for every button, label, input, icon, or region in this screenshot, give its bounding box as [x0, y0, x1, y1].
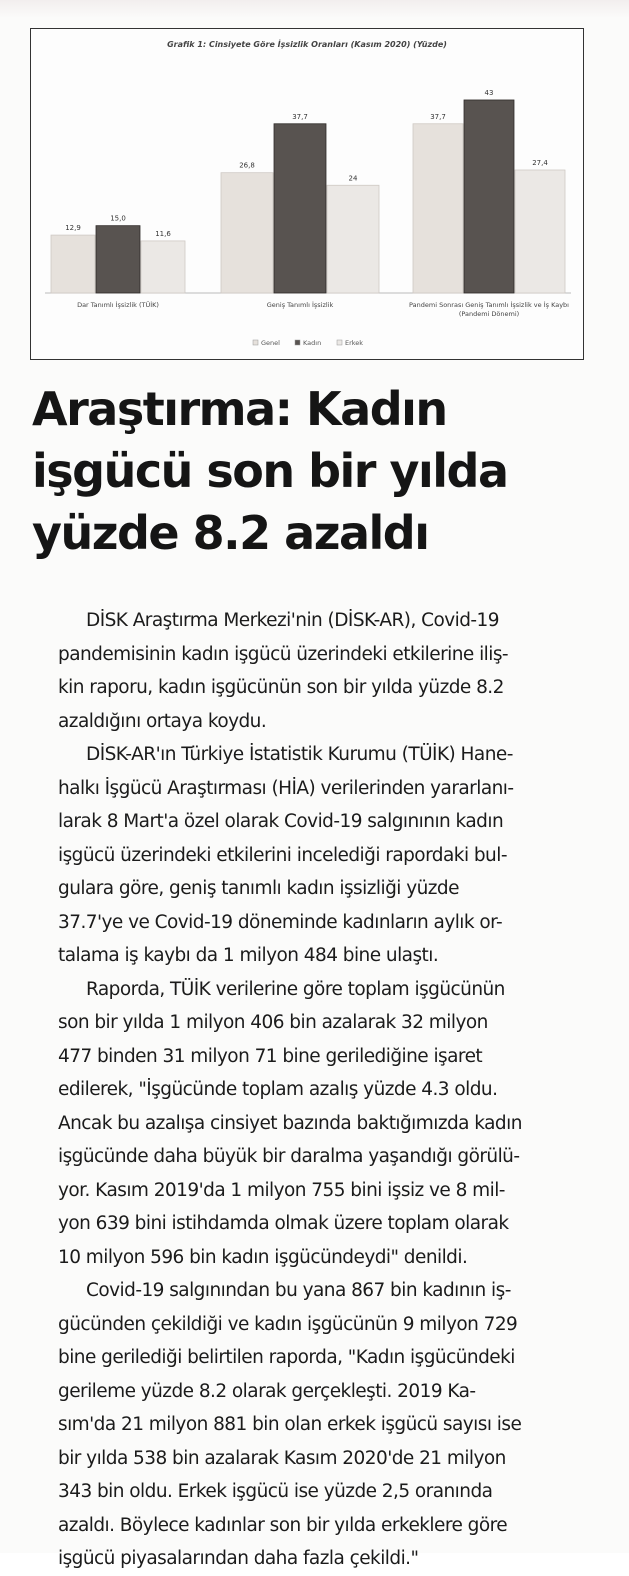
article-line: işgücü piyasalarından daha fazla çekildi.": [58, 1548, 419, 1569]
article-line: azaldı. Böylece kadınlar son bir yılda erkeklere göre: [58, 1514, 508, 1536]
article-line: 343 bin oldu. Erkek işgücü ise yüzde 2,5 oranında: [58, 1481, 493, 1502]
article-line: azaldığını ortaya koydu.: [58, 710, 267, 732]
legend-swatch: [337, 340, 342, 345]
article-line: 477 binden 31 milyon 71 bine gerilediğine işaret: [58, 1045, 483, 1067]
bar-erkek-1: [327, 185, 379, 293]
legend-swatch: [253, 340, 258, 345]
legend-label: Genel: [261, 339, 280, 347]
bar-genel-2: [413, 124, 463, 293]
bar-genel-1: [221, 173, 273, 293]
bar-genel-0: [51, 235, 95, 293]
article-line: DİSK Araştırma Merkezi'nin (DİSK-AR), Covid-19: [86, 610, 499, 631]
article-line: DİSK-AR'ın Türkiye İstatistik Kurumu (TÜİK) Hane-: [86, 744, 513, 765]
article-line: gücünden çekildiği ve kadın işgücünün 9 milyon 729: [58, 1313, 518, 1335]
data-label: 37,7: [292, 112, 308, 121]
article-line: 37.7'ye ve Covid-19 döneminde kadınların aylık or-: [58, 911, 503, 933]
bar-kadın-0: [96, 226, 140, 293]
data-label: 27,4: [532, 159, 548, 168]
category-label: Pandemi Sonrası Geniş Tanımlı İşsizlik ve İş Kaybı: [409, 301, 569, 309]
article-body: [58, 604, 588, 1576]
article-line: işgücünde daha büyük bir daralma yaşandığı görülü-: [58, 1146, 520, 1167]
headline-line: işgücü son bir yılda: [32, 444, 508, 498]
article-line: pandemisinin kadın işgücü üzerindeki etkilerine iliş-: [58, 643, 509, 665]
clipping-top-edge: [0, 0, 629, 18]
article-line: gerileme yüzde 8.2 olarak gerçekleşti. 2019 Ka-: [58, 1380, 476, 1402]
article-line: kin raporu, kadın işgücünün son bir yılda yüzde 8.2: [58, 677, 504, 698]
legend-label: Kadın: [303, 339, 322, 347]
category-label: Dar Tanımlı İşsizlik (TÜİK): [77, 301, 159, 309]
data-label: 12,9: [65, 224, 81, 233]
data-label: 15,0: [110, 214, 126, 223]
data-label: 37,7: [430, 112, 446, 121]
article-headline: [32, 378, 592, 564]
article-line: Covid-19 salgınından bu yana 867 bin kadının iş-: [86, 1280, 511, 1301]
data-label: 11,6: [155, 229, 171, 238]
article-line: Ancak bu azalışa cinsiyet bazında baktığımızda kadın: [58, 1112, 522, 1134]
bar-kadın-1: [274, 124, 326, 293]
legend-swatch: [295, 340, 300, 345]
article-line: gulara göre, geniş tanımlı kadın işsizliği yüzde: [58, 878, 459, 899]
article-line: edilerek, "İşgücünde toplam azalış yüzde 4.3 oldu.: [58, 1079, 498, 1100]
data-label: 26,8: [239, 161, 255, 170]
bar-erkek-2: [515, 170, 565, 293]
article-line: bir yılda 538 bin azalarak Kasım 2020'de 21 milyon: [58, 1447, 506, 1469]
article-line: yon 639 bini istihdamda olmak üzere toplam olarak: [58, 1213, 509, 1234]
bar-chart: [30, 28, 584, 360]
legend-label: Erkek: [345, 339, 364, 347]
article-line: bine gerilediği belirtilen raporda, "Kadın işgücündeki: [58, 1347, 515, 1368]
bar-kadın-2: [464, 100, 514, 293]
article-line: larak 8 Mart'a özel olarak Covid-19 salgınının kadın: [58, 811, 504, 832]
article-line: halkı İşgücü Araştırması (HİA) verilerinden yararlanı-: [58, 777, 514, 799]
headline-line: yüzde 8.2 azaldı: [32, 506, 429, 560]
data-label: 24: [348, 174, 358, 183]
bar-erkek-0: [141, 241, 185, 293]
data-label: 43: [484, 88, 494, 97]
article-line: son bir yılda 1 milyon 406 bin azalarak 32 milyon: [58, 1012, 488, 1033]
article-line: işgücü üzerindeki etkilerini incelediği rapordaki bul-: [58, 844, 507, 866]
headline-line: Araştırma: Kadın: [32, 382, 447, 436]
article-line: talama iş kaybı da 1 milyon 484 bine ulaştı.: [58, 945, 439, 966]
chart-canvas: [31, 29, 583, 359]
category-label: Geniş Tanımlı İşsizlik: [266, 301, 334, 309]
category-label: (Pandemi Dönemi): [458, 310, 520, 318]
article-line: Raporda, TÜİK verilerine göre toplam işgücünün: [86, 978, 505, 1000]
article-line: sım'da 21 milyon 881 bin olan erkek işgücü sayısı ise: [58, 1414, 522, 1435]
article-line: 10 milyon 596 bin kadın işgücündeydi" denildi.: [58, 1246, 468, 1268]
chart-title: Grafik 1: Cinsiyete Göre İşsizlik Oranları (Kasım 2020) (Yüzde): [167, 40, 447, 49]
article-line: yor. Kasım 2019'da 1 milyon 755 bini işsiz ve 8 mil-: [58, 1179, 505, 1201]
